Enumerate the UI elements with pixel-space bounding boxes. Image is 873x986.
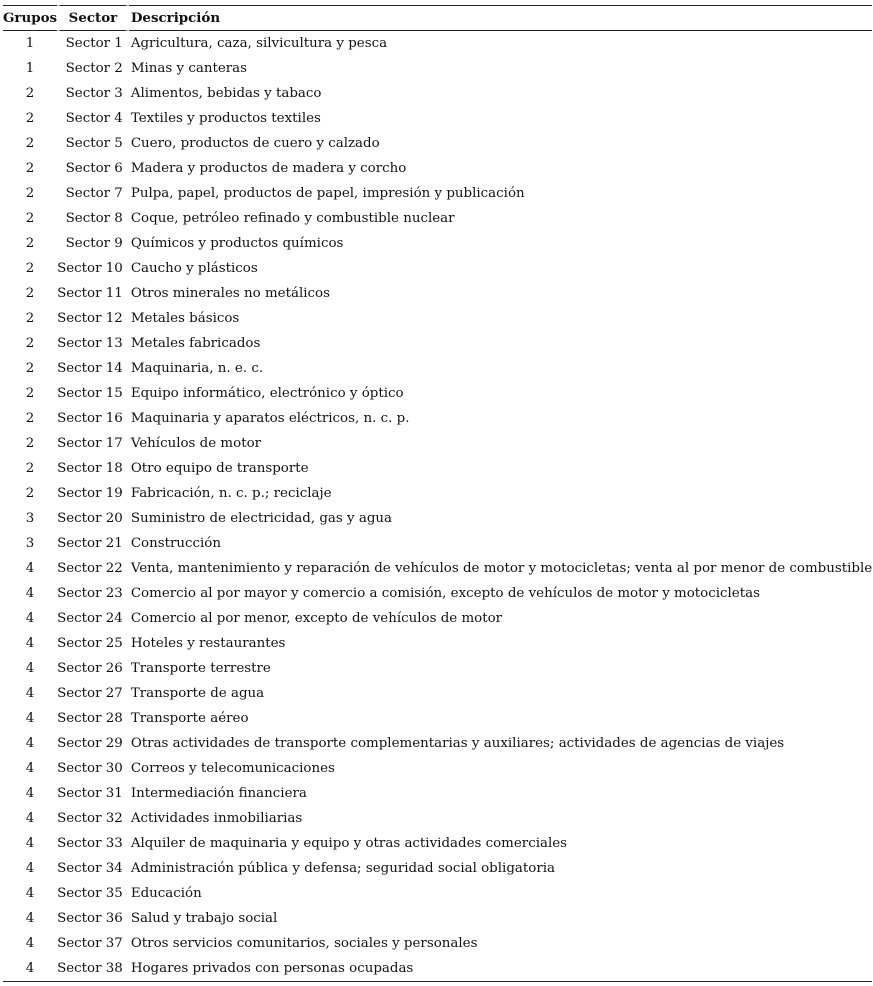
table-row bbox=[3, 831, 872, 856]
table-row bbox=[3, 906, 872, 931]
cell-descripcion: Vehículos de motor bbox=[130, 436, 262, 451]
header-sector: Sector bbox=[57, 5, 129, 31]
cell-grupo: 2 bbox=[25, 386, 35, 401]
cell-descripcion: Otros servicios comunitarios, sociales y personales bbox=[130, 936, 478, 951]
cell-sector: Sector 16 bbox=[57, 411, 123, 426]
cell-grupo: 1 bbox=[25, 61, 35, 76]
cell-grupo: 2 bbox=[25, 286, 35, 301]
cell-descripcion: Metales fabricados bbox=[130, 336, 261, 351]
cell-grupo: 2 bbox=[25, 261, 35, 276]
cell-sector: Sector 21 bbox=[57, 536, 123, 551]
cell-descripcion: Químicos y productos químicos bbox=[130, 236, 344, 251]
table-row bbox=[3, 556, 872, 581]
cell-descripcion: Salud y trabajo social bbox=[130, 911, 278, 926]
cell-sector: Sector 33 bbox=[57, 836, 123, 851]
table-row bbox=[3, 681, 872, 706]
cell-sector: Sector 30 bbox=[57, 761, 123, 776]
table-row bbox=[3, 56, 872, 81]
cell-grupo: 4 bbox=[25, 836, 35, 851]
table-row bbox=[3, 306, 872, 331]
cell-grupo: 2 bbox=[25, 211, 35, 226]
table-row bbox=[3, 781, 872, 806]
table-body bbox=[3, 31, 872, 982]
sector-table-container bbox=[3, 5, 873, 982]
table-row bbox=[3, 756, 872, 781]
cell-descripcion: Transporte terrestre bbox=[130, 661, 271, 676]
cell-descripcion: Cuero, productos de cuero y calzado bbox=[130, 136, 380, 151]
cell-sector: Sector 10 bbox=[57, 261, 123, 276]
cell-descripcion: Intermediación financiera bbox=[130, 786, 307, 801]
cell-sector: Sector 38 bbox=[57, 956, 129, 982]
sector-table bbox=[3, 5, 872, 982]
cell-grupo: 2 bbox=[25, 486, 35, 501]
cell-sector: Sector 15 bbox=[57, 386, 123, 401]
table-row bbox=[3, 231, 872, 256]
cell-descripcion: Venta, mantenimiento y reparación de vehículos de motor y motocicletas; venta al por menor de combustible bbox=[130, 561, 873, 576]
cell-grupo: 2 bbox=[25, 336, 35, 351]
table-row bbox=[3, 656, 872, 681]
cell-descripcion: Minas y canteras bbox=[130, 61, 248, 76]
cell-grupo: 2 bbox=[25, 461, 35, 476]
cell-sector: Sector 4 bbox=[65, 111, 123, 126]
cell-grupo: 4 bbox=[25, 661, 35, 676]
table-row bbox=[3, 731, 872, 756]
cell-grupo: 2 bbox=[25, 186, 35, 201]
cell-grupo: 2 bbox=[25, 236, 35, 251]
cell-grupo: 4 bbox=[25, 711, 35, 726]
cell-sector: Sector 13 bbox=[57, 336, 123, 351]
cell-sector: Sector 25 bbox=[57, 636, 123, 651]
cell-descripcion: Alquiler de maquinaria y equipo y otras actividades comerciales bbox=[130, 836, 568, 851]
cell-grupo: 2 bbox=[25, 361, 35, 376]
cell-sector: Sector 7 bbox=[65, 186, 123, 201]
cell-descripcion: Coque, petróleo refinado y combustible nuclear bbox=[130, 211, 455, 226]
table-row bbox=[3, 31, 872, 56]
cell-sector: Sector 9 bbox=[65, 236, 123, 251]
cell-descripcion: Fabricación, n. c. p.; reciclaje bbox=[130, 486, 332, 501]
table-row bbox=[3, 206, 872, 231]
table-row bbox=[3, 356, 872, 381]
cell-grupo: 4 bbox=[25, 811, 35, 826]
table-row bbox=[3, 81, 872, 106]
cell-descripcion: Comercio al por menor, excepto de vehículos de motor bbox=[130, 611, 503, 626]
cell-grupo: 4 bbox=[25, 586, 35, 601]
cell-descripcion: Hogares privados con personas ocupadas bbox=[129, 956, 872, 982]
cell-grupo: 4 bbox=[25, 761, 35, 776]
header-descripcion: Descripción bbox=[129, 5, 872, 31]
cell-sector: Sector 28 bbox=[57, 711, 123, 726]
cell-descripcion: Transporte aéreo bbox=[130, 711, 249, 726]
cell-sector: Sector 5 bbox=[65, 136, 123, 151]
cell-sector: Sector 29 bbox=[57, 736, 123, 751]
cell-sector: Sector 23 bbox=[57, 586, 123, 601]
cell-descripcion: Madera y productos de madera y corcho bbox=[130, 161, 407, 176]
table-row bbox=[3, 406, 872, 431]
cell-sector: Sector 27 bbox=[57, 686, 123, 701]
table-row bbox=[3, 256, 872, 281]
cell-sector: Sector 22 bbox=[57, 561, 123, 576]
cell-grupo: 4 bbox=[25, 886, 35, 901]
cell-descripcion: Otras actividades de transporte complementarias y auxiliares; actividades de agencias de viajes bbox=[130, 736, 785, 751]
cell-sector: Sector 6 bbox=[65, 161, 123, 176]
cell-descripcion: Alimentos, bebidas y tabaco bbox=[130, 86, 322, 101]
table-row bbox=[3, 706, 872, 731]
cell-sector: Sector 24 bbox=[57, 611, 123, 626]
cell-sector: Sector 37 bbox=[57, 936, 123, 951]
cell-sector: Sector 12 bbox=[57, 311, 123, 326]
table-row bbox=[3, 856, 872, 881]
table-row bbox=[3, 881, 872, 906]
cell-grupo: 2 bbox=[25, 436, 35, 451]
cell-grupo: 1 bbox=[25, 36, 35, 51]
table-row bbox=[3, 131, 872, 156]
cell-descripcion: Hoteles y restaurantes bbox=[130, 636, 286, 651]
cell-sector: Sector 17 bbox=[57, 436, 123, 451]
cell-sector: Sector 20 bbox=[57, 511, 123, 526]
table-row bbox=[3, 631, 872, 656]
cell-grupo: 4 bbox=[3, 956, 57, 982]
table-row bbox=[3, 281, 872, 306]
cell-descripcion: Pulpa, papel, productos de papel, impresión y publicación bbox=[130, 186, 525, 201]
table-row bbox=[3, 456, 872, 481]
cell-sector: Sector 31 bbox=[57, 786, 123, 801]
cell-sector: Sector 32 bbox=[57, 811, 123, 826]
table-row bbox=[3, 931, 872, 956]
cell-descripcion: Metales básicos bbox=[130, 311, 240, 326]
cell-descripcion: Construcción bbox=[130, 536, 221, 551]
cell-grupo: 4 bbox=[25, 786, 35, 801]
cell-grupo: 2 bbox=[25, 111, 35, 126]
cell-grupo: 4 bbox=[25, 936, 35, 951]
cell-grupo: 2 bbox=[25, 161, 35, 176]
cell-sector: Sector 2 bbox=[65, 61, 123, 76]
table-row bbox=[3, 431, 872, 456]
cell-descripcion: Comercio al por mayor y comercio a comisión, excepto de vehículos de motor y motocicletas bbox=[130, 586, 760, 601]
cell-grupo: 3 bbox=[25, 536, 35, 551]
table-row bbox=[3, 581, 872, 606]
table-row bbox=[3, 956, 872, 982]
cell-sector: Sector 26 bbox=[57, 661, 123, 676]
cell-grupo: 2 bbox=[25, 86, 35, 101]
cell-grupo: 4 bbox=[25, 686, 35, 701]
cell-grupo: 4 bbox=[25, 636, 35, 651]
cell-sector: Sector 1 bbox=[65, 36, 123, 51]
cell-descripcion: Textiles y productos textiles bbox=[130, 111, 321, 126]
table-row bbox=[3, 106, 872, 131]
cell-sector: Sector 8 bbox=[65, 211, 123, 226]
table-header bbox=[3, 5, 872, 31]
cell-descripcion: Otro equipo de transporte bbox=[130, 461, 309, 476]
cell-grupo: 4 bbox=[25, 861, 35, 876]
cell-descripcion: Administración pública y defensa; seguridad social obligatoria bbox=[130, 861, 555, 876]
cell-descripcion: Actividades inmobiliarias bbox=[130, 811, 303, 826]
cell-descripcion: Maquinaria, n. e. c. bbox=[130, 361, 264, 376]
cell-grupo: 3 bbox=[25, 511, 35, 526]
cell-grupo: 4 bbox=[25, 561, 35, 576]
cell-grupo: 2 bbox=[25, 311, 35, 326]
cell-grupo: 4 bbox=[25, 736, 35, 751]
cell-sector: Sector 14 bbox=[57, 361, 123, 376]
cell-grupo: 4 bbox=[25, 911, 35, 926]
table-row bbox=[3, 331, 872, 356]
cell-descripcion: Educación bbox=[130, 886, 202, 901]
cell-sector: Sector 18 bbox=[57, 461, 123, 476]
cell-sector: Sector 36 bbox=[57, 911, 123, 926]
cell-descripcion: Correos y telecomunicaciones bbox=[130, 761, 335, 776]
table-row bbox=[3, 156, 872, 181]
cell-sector: Sector 34 bbox=[57, 861, 123, 876]
cell-grupo: 2 bbox=[25, 136, 35, 151]
cell-sector: Sector 11 bbox=[57, 286, 123, 301]
cell-sector: Sector 19 bbox=[57, 486, 123, 501]
cell-descripcion: Suministro de electricidad, gas y agua bbox=[130, 511, 393, 526]
table-row bbox=[3, 531, 872, 556]
table-row bbox=[3, 806, 872, 831]
table-row bbox=[3, 181, 872, 206]
table-row bbox=[3, 381, 872, 406]
cell-grupo: 2 bbox=[25, 411, 35, 426]
cell-descripcion: Maquinaria y aparatos eléctricos, n. c. p. bbox=[130, 411, 410, 426]
table-row bbox=[3, 606, 872, 631]
cell-descripcion: Equipo informático, electrónico y óptico bbox=[130, 386, 404, 401]
cell-sector: Sector 3 bbox=[65, 86, 123, 101]
table-row bbox=[3, 506, 872, 531]
cell-descripcion: Caucho y plásticos bbox=[130, 261, 258, 276]
cell-descripcion: Otros minerales no metálicos bbox=[130, 286, 330, 301]
header-row bbox=[3, 5, 872, 31]
cell-descripcion: Transporte de agua bbox=[130, 686, 265, 701]
cell-descripcion: Agricultura, caza, silvicultura y pesca bbox=[130, 36, 388, 51]
cell-grupo: 4 bbox=[25, 611, 35, 626]
table-row bbox=[3, 481, 872, 506]
cell-sector: Sector 35 bbox=[57, 886, 123, 901]
header-grupos: Grupos bbox=[3, 5, 57, 31]
